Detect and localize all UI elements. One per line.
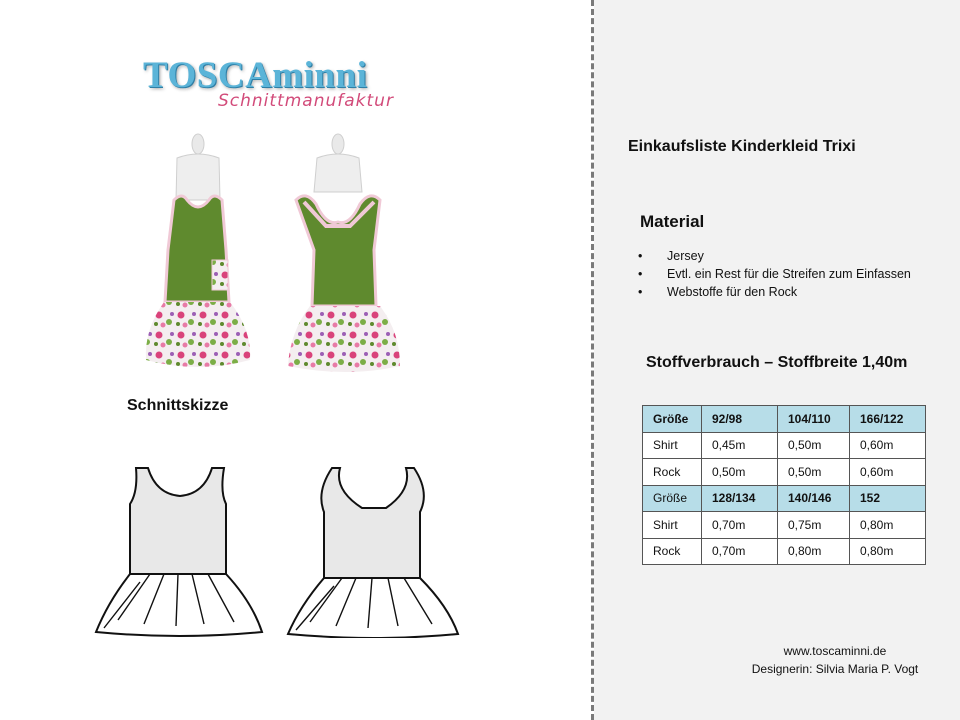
table-row xyxy=(643,538,926,565)
material-heading: Material xyxy=(640,212,705,231)
table-cell: 0,50m xyxy=(778,432,850,459)
table-cell: 0,70m xyxy=(702,512,778,539)
table-cell: 0,60m xyxy=(850,432,926,459)
table-cell: Größe xyxy=(643,406,702,433)
table-cell: Shirt xyxy=(643,432,702,459)
table-cell: Größe xyxy=(643,485,702,512)
table-cell: 128/134 xyxy=(702,485,778,512)
list-item: • Jersey xyxy=(638,247,911,265)
sketch-front xyxy=(92,462,268,638)
dashed-divider xyxy=(591,0,594,720)
table-cell: 0,60m xyxy=(850,459,926,486)
table-cell: Shirt xyxy=(643,512,702,539)
list-item: • Evtl. ein Rest für die Streifen zum Einfassen xyxy=(638,265,911,283)
logo-subtitle: Schnittmanufaktur xyxy=(218,91,394,111)
table-cell: 0,80m xyxy=(778,538,850,565)
logo-title: TOSCAminni xyxy=(143,55,368,96)
table-cell: Rock xyxy=(643,538,702,565)
dress-photo-front xyxy=(132,130,254,380)
fabric-size-table xyxy=(642,405,926,565)
table-cell: 0,80m xyxy=(850,538,926,565)
table-cell: 140/146 xyxy=(778,485,850,512)
table-row xyxy=(643,512,926,539)
table-row xyxy=(643,485,926,512)
table-cell: 0,70m xyxy=(702,538,778,565)
shopping-list-title: Einkaufsliste Kinderkleid Trixi xyxy=(628,138,856,155)
footer xyxy=(730,642,940,678)
designer-credit: Designerin: Silvia Maria P. Vogt xyxy=(751,662,919,676)
sketch-back xyxy=(286,462,462,638)
table-cell: 0,50m xyxy=(702,459,778,486)
table-row xyxy=(643,459,926,486)
table-cell: 166/122 xyxy=(850,406,926,433)
table-row xyxy=(643,406,926,433)
sketch-title: Schnittskizze xyxy=(127,397,229,414)
table-cell: 152 xyxy=(850,485,926,512)
material-list xyxy=(638,247,911,301)
table-cell: Rock xyxy=(643,459,702,486)
fabric-usage-heading: Stoffverbrauch – Stoffbreite 1,40m xyxy=(646,354,908,371)
table-cell: 0,80m xyxy=(850,512,926,539)
table-cell: 0,50m xyxy=(778,459,850,486)
list-item: • Webstoffe für den Rock xyxy=(638,283,911,301)
table-row xyxy=(643,432,926,459)
table-cell: 92/98 xyxy=(702,406,778,433)
table-cell: 0,75m xyxy=(778,512,850,539)
website-link[interactable]: www.toscaminni.de xyxy=(783,644,887,658)
dress-photo-back xyxy=(282,130,404,380)
table-cell: 104/110 xyxy=(778,406,850,433)
table-cell: 0,45m xyxy=(702,432,778,459)
